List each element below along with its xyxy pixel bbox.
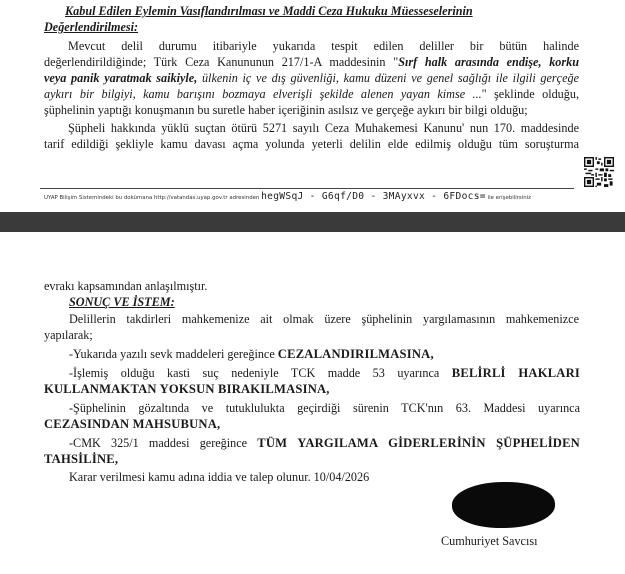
section-heading: Kabul Edilen Eylemin Vasıflandırılması ve Maddi Ceza Hukuku Müesseselerinin: [65, 4, 473, 18]
paragraph-1-line-4: aykırı bir bilgiyi, kamu barışını bozmaya elverişli şekilde alenen yayan kimse ..." şeklinde olduğu,: [44, 87, 580, 101]
signature-title: Cumhuriyet Savcısı: [441, 534, 538, 548]
result-paragraph-line-1: Delillerin takdirleri mahkemenize ait olmak üzere şüphelinin yargılamasının mahkemenizce: [69, 312, 579, 326]
paragraph-1-line-1: Mevcut delil durumu itibariyle yukarıda tespit edilen deliller bir bütün halinde: [68, 39, 579, 53]
paragraph-1-line-2: değerlendirildiğinde; Türk Ceza Kanununun 217/1-A maddesinin "Sırf halk arasında endişe, korku: [44, 55, 580, 69]
closing-statement: Karar verilmesi kamu adına iddia ve talep olunur. 10/04/2026: [69, 470, 370, 484]
request-4-line-2: TAHSİLİNE,: [44, 452, 119, 466]
footer-divider: [40, 188, 574, 189]
request-4-line-1: -CMK 325/1 maddesi gereğince TÜM YARGILAMA GİDERLERİNİN ŞÜPHELİDEN: [69, 436, 580, 450]
section-heading-cont: Değerlendirilmesi:: [44, 20, 139, 34]
result-paragraph-line-2: yapılarak;: [44, 328, 93, 342]
qr-code-icon: [584, 157, 614, 187]
document-page-1: [0, 0, 625, 212]
paragraph-1-line-3: veya panik yaratmak saikiyle, ülkenin iç ve dış güvenliği, kamu düzeni ve genel sağlığı ile ilgili gerçeğe: [44, 71, 579, 85]
request-2-line-2: KULLANMAKTAN YOKSUN BIRAKILMASINA,: [44, 382, 330, 396]
request-3-line-1: -Şüphelinin gözaltında ve tutuklulukta geçirdiği sürenin TCK'nın 63. Maddesi uyarınca: [69, 401, 580, 415]
uyap-footer: UYAP Bilişim Sistemindeki bu dokümana http://vatandas.uyap.gov.tr adresinden hegWSqJ - G6qf/D0 - 3MAyxvx - 6FDocs= ile erişebilirsiniz: [44, 191, 531, 202]
paragraph-2-line-1: Şüpheli hakkında yüklü suçtan ötürü 5271 sayılı Ceza Muhakemesi Kanunu' nun 170. maddesinde: [68, 121, 579, 135]
request-3-line-2: CEZASINDAN MAHSUBUNA,: [44, 417, 221, 431]
paragraph-1-line-5: şüphelinin yaptığı konuşmanın bu suretle haber içeriğinin asılsız ve gerçeğe aykırı bir bilgi olduğu;: [44, 103, 528, 117]
result-heading: SONUÇ VE İSTEM:: [69, 295, 175, 309]
page-separator: [0, 212, 625, 232]
continuation-line: evrakı kapsamından anlaşılmıştır.: [44, 279, 208, 293]
document-access-code: hegWSqJ - G6qf/D0 - 3MAyxvx - 6FDocs=: [261, 191, 486, 202]
paragraph-2-line-2: tarif edildiği şekliyle kamu davası açma yolunda yeterli delilin elde edilmiş olduğu tüm soruşturma: [44, 137, 579, 151]
request-1: -Yukarıda yazılı sevk maddeleri gereğince CEZALANDIRILMASINA,: [69, 347, 434, 361]
request-2-line-1: -İşlemiş olduğu kasti suç nedeniyle TCK madde 53 uyarınca BELİRLİ HAKLARI: [69, 366, 580, 380]
